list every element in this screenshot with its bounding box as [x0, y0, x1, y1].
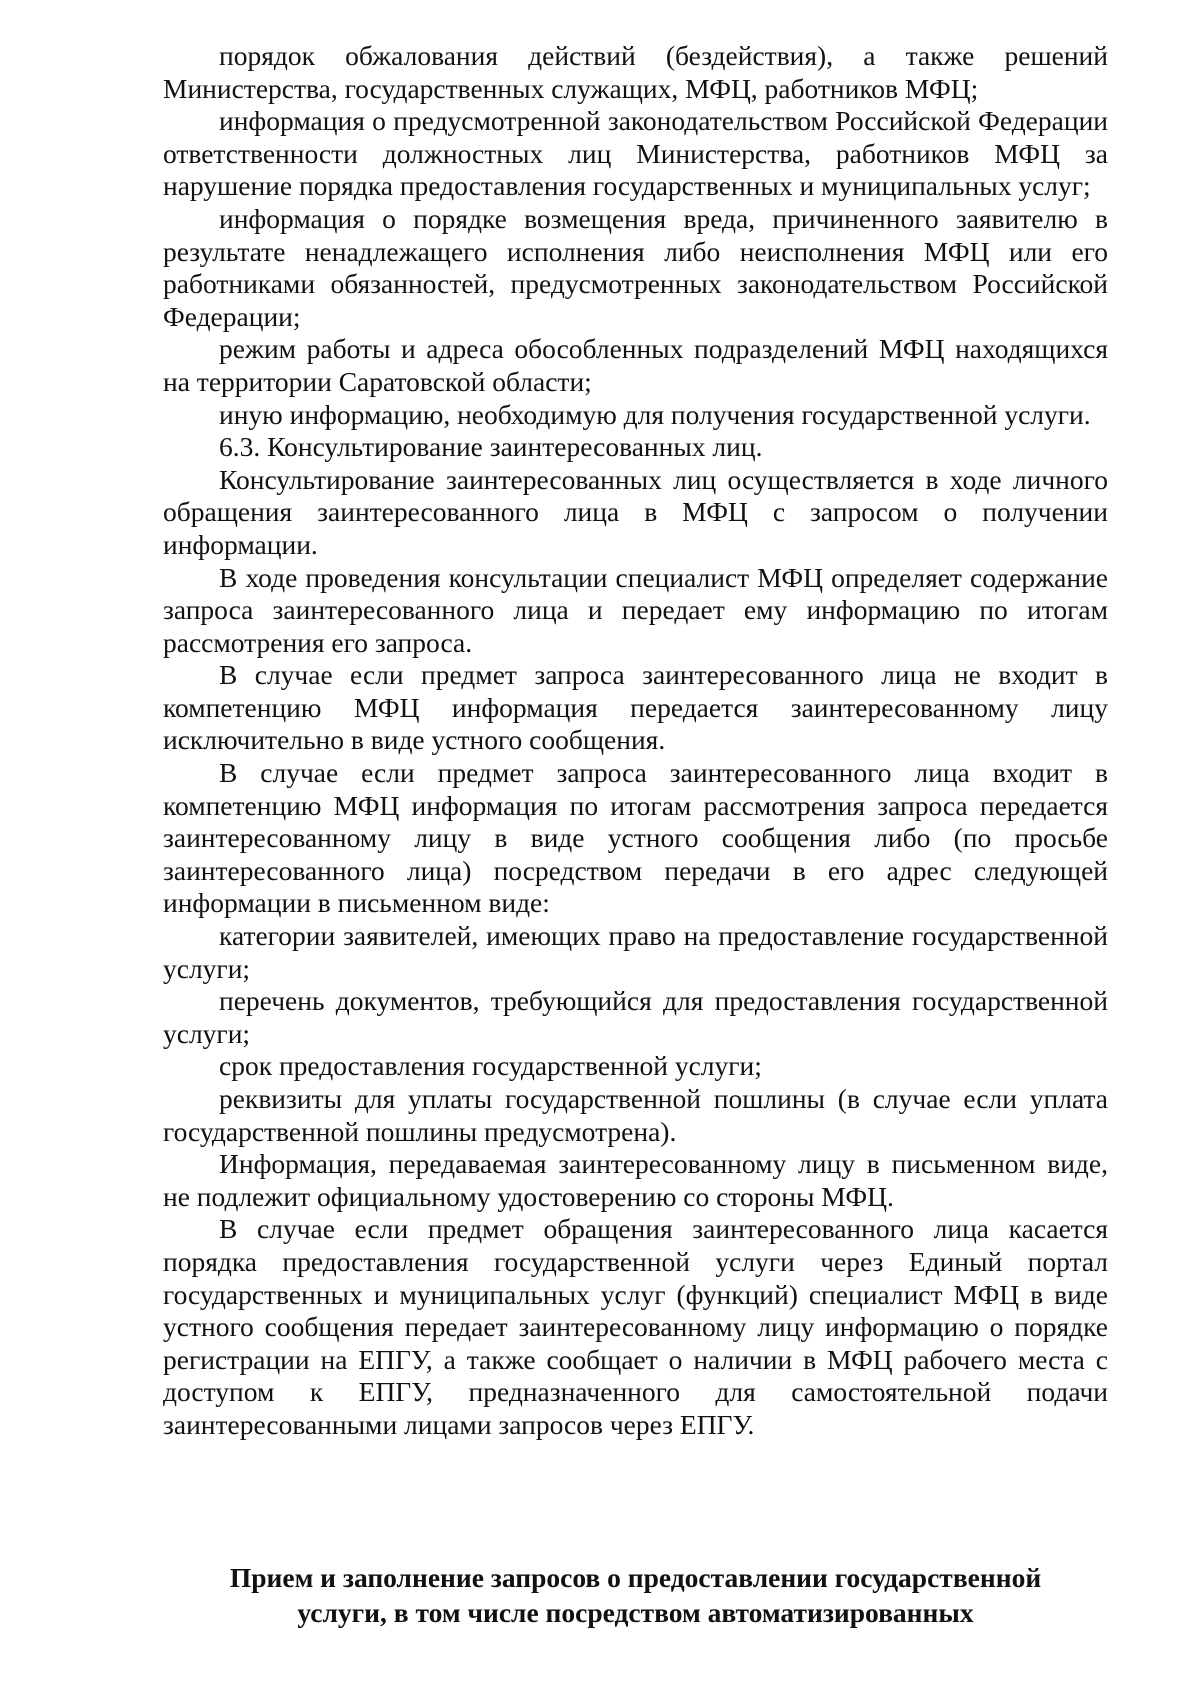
list-item: перечень документов, требующийся для предоставления государственной услуги;	[163, 985, 1108, 1049]
paragraph: Консультирование заинтересованных лиц осуществляется в ходе личного обращения заинтересованного лица в МФЦ с запросом о получении информации.	[163, 463, 1108, 560]
paragraph: В случае если предмет запроса заинтересованного лица не входит в компетенцию МФЦ информация передается заинтересованному лицу исключительно в виде устного сообщения.	[163, 659, 1108, 756]
paragraph: Информация, передаваемая заинтересованному лицу в письменном виде, не подлежит официальному удостоверению со стороны МФЦ.	[163, 1148, 1108, 1212]
list-item: категории заявителей, имеющих право на предоставление государственной услуги;	[163, 920, 1108, 984]
paragraph: В случае если предмет запроса заинтересованного лица входит в компетенцию МФЦ информация по итогам рассмотрения запроса передается заинтересованному лицу в виде устного сообщения либо (по просьбе заинтересованного лица) посредством передачи в его адрес следующей информации в письменном виде:	[163, 757, 1108, 919]
list-item: реквизиты для уплаты государственной пошлины (в случае если уплата государственной пошлины предусмотрена).	[163, 1083, 1108, 1147]
paragraph: В случае если предмет обращения заинтересованного лица касается порядка предоставления государственной услуги через Единый портал государственных и муниципальных услуг (функций) специалист МФЦ в виде устного сообщения передает заинтересованному лицу информацию о порядке регистрации на ЕПГУ, а также сообщает о наличии в МФЦ рабочего места с доступом к ЕПГУ, предназначенного для самостоятельной подачи заинтересованными лицами запросов через ЕПГУ.	[163, 1213, 1108, 1440]
paragraph: информация о порядке возмещения вреда, причиненного заявителю в результате ненадлежащего исполнения либо неисполнения МФЦ или его работниками обязанностей, предусмотренных законодательством Российской Федерации;	[163, 202, 1108, 332]
list-item: срок предоставления государственной услуги;	[219, 1050, 762, 1082]
paragraph: В ходе проведения консультации специалист МФЦ определяет содержание запроса заинтересованного лица и передает ему информацию по итогам рассмотрения его запроса.	[163, 561, 1108, 658]
section-title-line-1: Прием и заполнение запросов о предоставлении государственной	[229, 1562, 1042, 1593]
paragraph: иную информацию, необходимую для получения государственной услуги.	[219, 398, 1091, 430]
paragraph: режим работы и адреса обособленных подразделений МФЦ находящихся на территории Саратовской области;	[163, 333, 1108, 397]
section-title	[163, 1560, 1108, 1630]
document-body	[163, 40, 1108, 1442]
section-heading-6-3: 6.3. Консультирование заинтересованных лиц.	[219, 431, 763, 463]
paragraph: информация о предусмотренной законодательством Российской Федерации ответственности должностных лиц Министерства, работников МФЦ за нарушение порядка предоставления государственных и муниципальных услуг;	[163, 105, 1108, 202]
section-title-line-2: услуги, в том числе посредством автоматизированных	[297, 1597, 974, 1628]
paragraph: порядок обжалования действий (бездействия), а также решений Министерства, государственных служащих, МФЦ, работников МФЦ;	[163, 40, 1108, 104]
